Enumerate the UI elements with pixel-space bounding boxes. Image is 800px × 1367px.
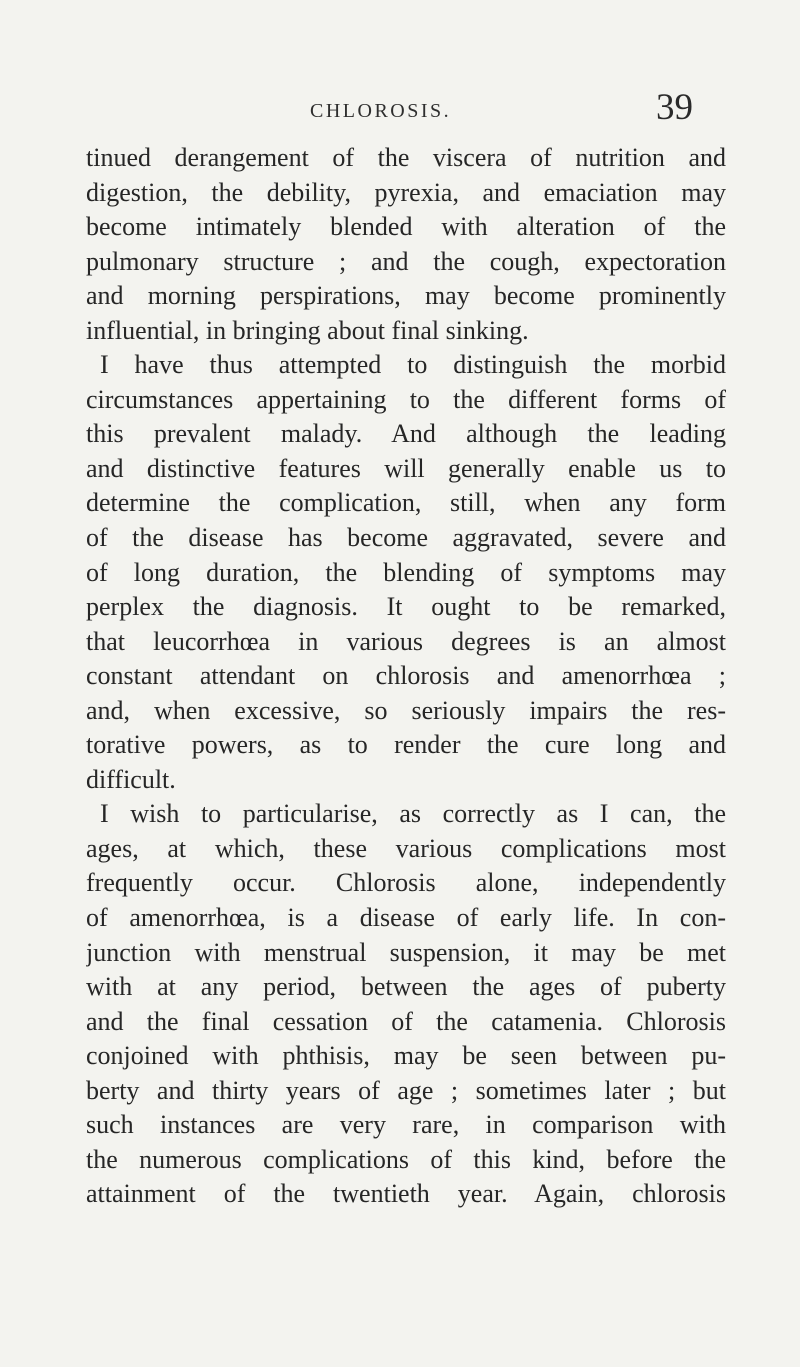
text-line: become intimately blended with alteration of the <box>86 212 726 242</box>
text-line: frequently occur. Chlorosis alone, independently <box>86 868 726 898</box>
page-number: 39 <box>656 87 693 128</box>
text-line: tinued derangement of the viscera of nutrition and <box>86 143 726 172</box>
text-line: digestion, the debility, pyrexia, and emaciation may <box>86 177 726 207</box>
text-line: I have thus attempted to distinguish the morbid <box>100 350 726 380</box>
text-line: berty and thirty years of age ; sometimes later ; but <box>86 1075 726 1105</box>
text-line: attainment of the twentieth year. Again, chlorosis <box>86 1179 726 1209</box>
text-line: pulmonary structure ; and the cough, expectoration <box>86 246 726 276</box>
text-line: difficult. <box>86 764 176 794</box>
running-title: CHLOROSIS. <box>310 100 452 122</box>
text-line: the numerous complications of this kind, before the <box>86 1144 726 1174</box>
running-head <box>0 87 800 130</box>
text-line: and, when excessive, so seriously impairs the res- <box>86 695 726 725</box>
text-line: perplex the diagnosis. It ought to be remarked, <box>86 592 726 622</box>
text-line: that leucorrhœa in various degrees is an almost <box>86 626 726 656</box>
text-line: conjoined with phthisis, may be seen between pu- <box>86 1041 726 1071</box>
text-line: and the final cessation of the catamenia. Chlorosis <box>86 1006 726 1036</box>
text-line: influential, in bringing about final sinking. <box>86 315 529 345</box>
text-line: of long duration, the blending of symptoms may <box>86 557 726 587</box>
text-line: determine the complication, still, when any form <box>86 488 726 518</box>
text-line: this prevalent malady. And although the leading <box>86 419 726 449</box>
text-line: and morning perspirations, may become prominently <box>86 281 726 311</box>
text-line: and distinctive features will generally enable us to <box>86 453 726 483</box>
text-line: junction with menstrual suspension, it may be met <box>86 937 726 967</box>
text-line: ages, at which, these various complications most <box>86 833 726 863</box>
text-line: of the disease has become aggravated, severe and <box>86 523 726 553</box>
text-line: constant attendant on chlorosis and amenorrhœa ; <box>86 661 726 691</box>
text-line: such instances are very rare, in comparison with <box>86 1110 726 1140</box>
text-line: torative powers, as to render the cure long and <box>86 730 726 760</box>
text-line: circumstances appertaining to the different forms of <box>86 384 726 414</box>
text-line: I wish to particularise, as correctly as I can, the <box>100 799 726 829</box>
text-line: with at any period, between the ages of puberty <box>86 972 726 1002</box>
body-text <box>86 141 726 1212</box>
text-line: of amenorrhœa, is a disease of early life. In con- <box>86 903 726 933</box>
